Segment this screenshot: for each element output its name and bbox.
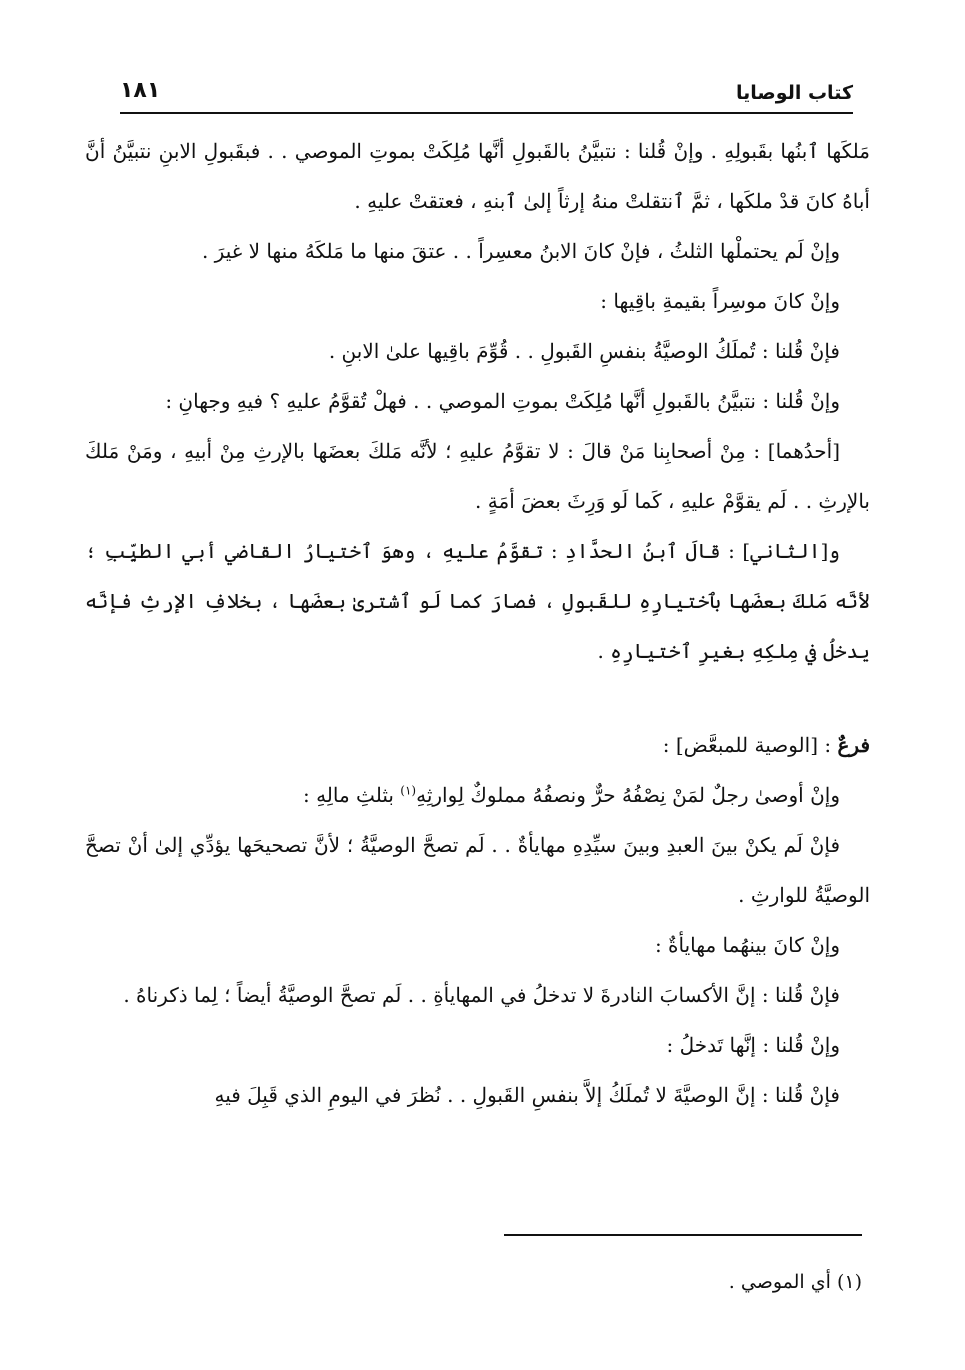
footnote-text: أي الموصي .	[728, 1271, 831, 1293]
footnote-marker: (١)	[400, 783, 417, 798]
section-title: : [الوصية للمبعَّض] :	[662, 733, 832, 757]
footnote-divider	[504, 1234, 862, 1236]
paragraph: وإنْ كانَ بينهُما مهايأةٌ :	[654, 933, 840, 957]
paragraph: فإنْ قُلنا : إنَّ الوصيَّةَ لا تُملَكُ إلاَّ بنفسِ القَبولِ . . نُظرَ في اليومِ الذي قَبِلَ فيهِ	[214, 1083, 840, 1107]
paragraph: و[الثاني] : قالَ ٱبنُ الحدَّادِ : تقوَّمُ عليهِ ، وهوَ ٱختيارُ القاضي أبي الطيِّبِ ؛ لأنَّه مَلكَ بعضَها بٱختيارِهِ للقَبولِ ، فصارَ كما لَو ٱشترىٰ بعضَها ، بخلافِ الإرثِ فإنَّه يدخلُ في مِلكِهِ بغيرِ ٱختيارِهِ .	[85, 539, 870, 663]
body-text	[85, 126, 870, 1120]
paragraph: فإنْ قُلنا : إنَّ الأكسابَ النادرةَ لا تدخلُ في المهايأةِ . . لَم تصحَّ الوصيَّةُ أيضاً ؛ لِما ذكرناهُ .	[123, 983, 840, 1007]
paragraph: فإنْ لَم يكنْ بينَ العبدِ وبينَ سيِّدِهِ مهايأةٌ . . لَم تصحَّ الوصيَّةُ ؛ لأنَّ تصحيحَها يؤدِّي إلىٰ أنْ تصحَّ الوصيَّةُ للوارثِ .	[85, 833, 870, 907]
paragraph: وإنْ قُلنا : إنَّها تَدخلُ :	[666, 1033, 840, 1057]
paragraph: مَلكَها ٱبنُها بقَبولِهِ . وإنْ قُلنا : نتبيَّنُ بالقَبولِ أنَّها مُلِكَتْ بموتِ الموصي . . فبقَبولِ الابنِ نتبيَّنُ أنَّ أباهُ كانَ قدْ ملكَها ، ثمَّ ٱنتقلتْ منهُ إرثاً إلىٰ ٱبنهِ ، فعتقتْ عليهِ .	[85, 139, 870, 213]
section-heading	[85, 720, 870, 770]
section-gap	[85, 676, 870, 720]
paragraph: فإنْ قُلنا : تُملَكُ الوصيَّةُ بنفسِ القَبولِ . . قُوِّمَ باقِيها علىٰ الابنِ .	[328, 339, 840, 363]
footnote	[300, 1262, 862, 1302]
paragraph-text: وإنْ أوصىٰ رجلٌ لمَنْ نِصْفُهُ حرٌّ ونصفُهُ مملوكٌ لِوارثِهِ	[416, 783, 840, 807]
paragraph-text: بثلثِ مالِهِ :	[302, 783, 401, 807]
paragraph	[85, 770, 870, 820]
page-number: ١٨١	[120, 78, 161, 103]
paragraph: وإنْ لَم يحتملْها الثلثُ ، فإنْ كانَ الابنُ معسِراً . . عتقَ منها ما مَلكَهُ منها لا غيرَ .	[201, 239, 840, 263]
paragraph: وإنْ كانَ موسِراً بقيمةِ باقِيها :	[600, 289, 840, 313]
page-header	[120, 78, 853, 114]
paragraph: وإنْ قُلنا : نتبيَّنُ بالقَبولِ أنَّها مُلِكَتْ بموتِ الموصي . . فهلْ تُقوَّمُ عليهِ ؟ فيهِ وجهانِ :	[165, 389, 840, 413]
section-label: فرعٌ	[837, 733, 870, 757]
running-title: كتاب الوصايا	[736, 82, 853, 104]
footnote-number: (١)	[836, 1271, 862, 1293]
paragraph: [أحدُهما] : مِنْ أصحابِنا مَنْ قالَ : لا تقوَّمُ عليهِ ؛ لأنَّه مَلكَ بعضَها بالإرثِ مِنْ أبيهِ ، ومَنْ مَلكَ بالإرثِ . . لَم يقوَّمْ عليهِ ، كَما لَو وَرِثَ بعضَ أمَةٍ .	[85, 439, 870, 513]
